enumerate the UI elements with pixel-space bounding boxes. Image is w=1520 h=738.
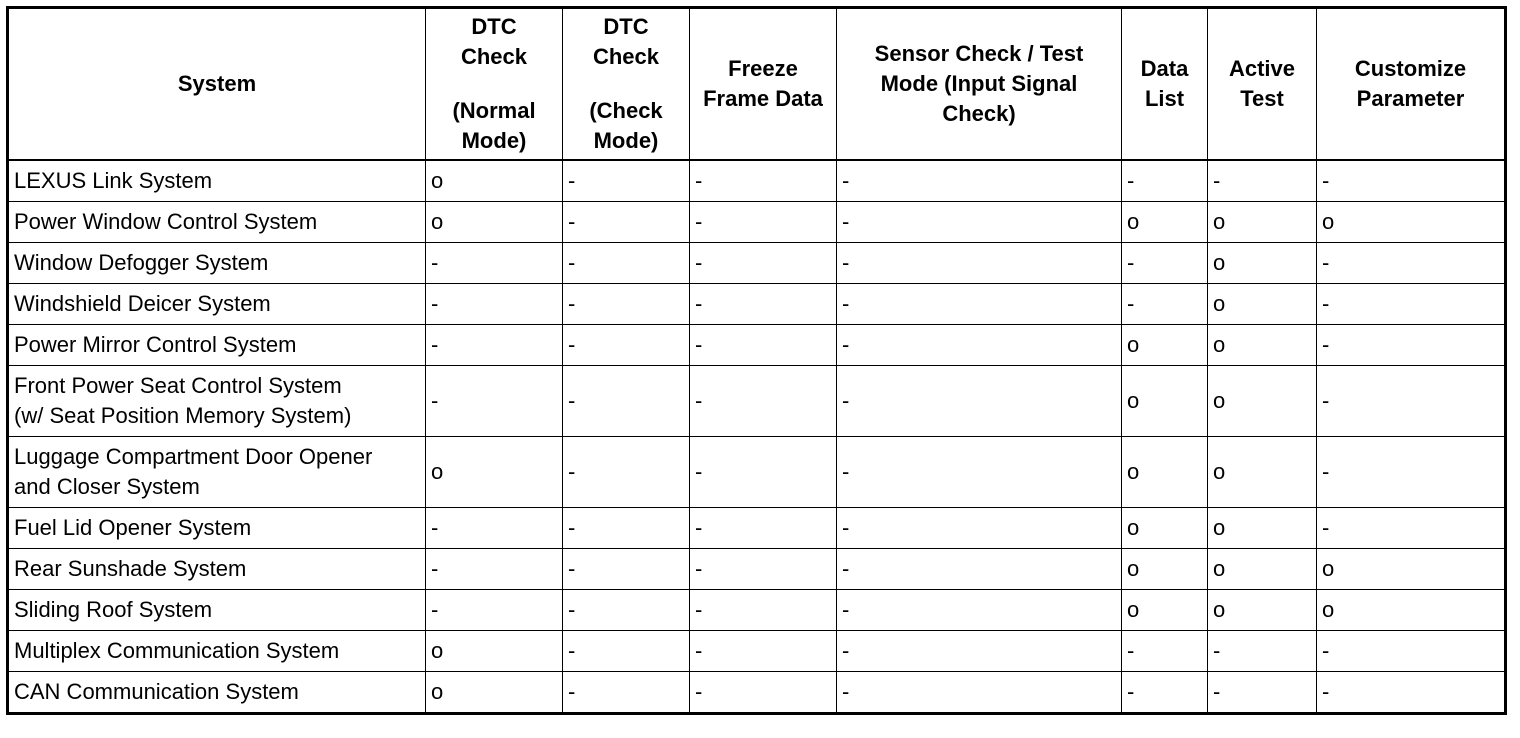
header-system-label: System	[177, 71, 257, 96]
header-text: Test	[1240, 86, 1284, 111]
header-text: Freeze	[728, 56, 798, 81]
freeze-frame-cell: -	[690, 508, 837, 549]
customize-cell: -	[1317, 631, 1506, 672]
dtc-normal-cell: o	[426, 202, 563, 243]
sensor-check-cell: -	[837, 325, 1122, 366]
table-row	[8, 366, 1506, 437]
dtc-check-cell: -	[563, 366, 690, 437]
header-text: Check)	[942, 101, 1016, 126]
customize-cell: -	[1317, 160, 1506, 202]
sensor-check-cell: -	[837, 160, 1122, 202]
data-list-cell: o	[1122, 202, 1208, 243]
dtc-check-cell: -	[563, 202, 690, 243]
header-text: (Check	[589, 98, 663, 123]
dtc-check-cell: -	[563, 437, 690, 508]
dtc-check-cell: -	[563, 243, 690, 284]
table-row	[8, 160, 1506, 202]
dtc-normal-cell: o	[426, 631, 563, 672]
table-row	[8, 284, 1506, 325]
dtc-check-cell: -	[563, 631, 690, 672]
table-row	[8, 590, 1506, 631]
system-cell	[8, 284, 426, 325]
active-test-cell: -	[1208, 160, 1317, 202]
header-text: (Normal	[452, 98, 536, 123]
sensor-check-cell: -	[837, 437, 1122, 508]
table-row	[8, 672, 1506, 714]
customize-cell: -	[1317, 508, 1506, 549]
header-text: Parameter	[1356, 86, 1465, 111]
customize-cell: -	[1317, 672, 1506, 714]
freeze-frame-cell: -	[690, 672, 837, 714]
dtc-check-cell: -	[563, 590, 690, 631]
active-test-cell: o	[1208, 243, 1317, 284]
freeze-frame-cell: -	[690, 284, 837, 325]
active-test-cell: o	[1208, 508, 1317, 549]
dtc-normal-cell: -	[426, 508, 563, 549]
system-cell	[8, 366, 426, 437]
header-dtc-check-normal-mode	[426, 8, 563, 161]
system-name: LEXUS Link System	[14, 168, 213, 193]
data-list-cell: o	[1122, 437, 1208, 508]
data-list-cell: o	[1122, 590, 1208, 631]
table-row	[8, 631, 1506, 672]
table-row	[8, 325, 1506, 366]
data-list-cell: -	[1122, 631, 1208, 672]
header-text: Data	[1140, 56, 1189, 81]
active-test-cell: o	[1208, 549, 1317, 590]
system-name: Front Power Seat Control System	[14, 373, 342, 398]
active-test-cell: o	[1208, 590, 1317, 631]
header-customize-parameter	[1317, 8, 1506, 161]
freeze-frame-cell: -	[690, 202, 837, 243]
customize-cell: o	[1317, 590, 1506, 631]
dtc-normal-cell: o	[426, 672, 563, 714]
data-list-cell: o	[1122, 325, 1208, 366]
customize-cell: o	[1317, 202, 1506, 243]
dtc-normal-cell: o	[426, 437, 563, 508]
diagnosis-function-table	[6, 6, 1507, 715]
system-cell	[8, 202, 426, 243]
dtc-normal-cell: -	[426, 284, 563, 325]
system-name: (w/ Seat Position Memory System)	[14, 403, 352, 428]
freeze-frame-cell: -	[690, 437, 837, 508]
data-list-cell: -	[1122, 284, 1208, 325]
freeze-frame-cell: -	[690, 160, 837, 202]
table-row	[8, 243, 1506, 284]
active-test-cell: -	[1208, 672, 1317, 714]
active-test-cell: o	[1208, 202, 1317, 243]
sensor-check-cell: -	[837, 508, 1122, 549]
header-sensor-check-test-mode	[837, 8, 1122, 161]
header-text: DTC	[603, 14, 649, 39]
dtc-check-cell: -	[563, 549, 690, 590]
table-row	[8, 437, 1506, 508]
sensor-check-cell: -	[837, 243, 1122, 284]
system-cell	[8, 590, 426, 631]
system-name: Fuel Lid Opener System	[14, 515, 252, 540]
header-active-test	[1208, 8, 1317, 161]
dtc-check-cell: -	[563, 325, 690, 366]
system-cell	[8, 325, 426, 366]
system-name: Rear Sunshade System	[14, 556, 247, 581]
active-test-cell: o	[1208, 366, 1317, 437]
sensor-check-cell: -	[837, 631, 1122, 672]
table-row	[8, 202, 1506, 243]
customize-cell: -	[1317, 325, 1506, 366]
system-cell	[8, 243, 426, 284]
system-name: Windshield Deicer System	[14, 291, 271, 316]
system-name: Luggage Compartment Door Opener	[14, 444, 373, 469]
customize-cell: -	[1317, 437, 1506, 508]
freeze-frame-cell: -	[690, 590, 837, 631]
data-list-cell: o	[1122, 508, 1208, 549]
data-list-cell: o	[1122, 549, 1208, 590]
sensor-check-cell: -	[837, 366, 1122, 437]
header-text: List	[1144, 86, 1185, 111]
table-row	[8, 549, 1506, 590]
header-text: Customize	[1354, 56, 1467, 81]
system-name: Sliding Roof System	[14, 597, 213, 622]
header-text: Mode)	[593, 128, 659, 153]
active-test-cell: o	[1208, 284, 1317, 325]
sensor-check-cell: -	[837, 284, 1122, 325]
header-row	[8, 8, 1506, 161]
system-name: Power Window Control System	[14, 209, 318, 234]
header-system	[8, 8, 426, 161]
freeze-frame-cell: -	[690, 325, 837, 366]
freeze-frame-cell: -	[690, 549, 837, 590]
dtc-normal-cell: -	[426, 325, 563, 366]
dtc-normal-cell: -	[426, 243, 563, 284]
dtc-normal-cell: o	[426, 160, 563, 202]
system-name: Window Defogger System	[14, 250, 269, 275]
system-name: Multiplex Communication System	[14, 638, 340, 663]
system-name: Power Mirror Control System	[14, 332, 297, 357]
freeze-frame-cell: -	[690, 366, 837, 437]
system-cell	[8, 631, 426, 672]
data-list-cell: -	[1122, 160, 1208, 202]
header-text: Active	[1228, 56, 1296, 81]
header-dtc-check-check-mode	[563, 8, 690, 161]
dtc-normal-cell: -	[426, 549, 563, 590]
system-cell	[8, 672, 426, 714]
sensor-check-cell: -	[837, 590, 1122, 631]
dtc-check-cell: -	[563, 160, 690, 202]
data-list-cell: -	[1122, 243, 1208, 284]
header-text: Mode (Input Signal	[880, 71, 1078, 96]
customize-cell: -	[1317, 284, 1506, 325]
header-text: Frame Data	[703, 86, 823, 111]
dtc-normal-cell: -	[426, 590, 563, 631]
freeze-frame-cell: -	[690, 243, 837, 284]
customize-cell: -	[1317, 366, 1506, 437]
system-cell	[8, 549, 426, 590]
header-freeze-frame-data	[690, 8, 837, 161]
data-list-cell: o	[1122, 366, 1208, 437]
header-text: Check	[460, 44, 528, 69]
customize-cell: o	[1317, 549, 1506, 590]
system-cell	[8, 160, 426, 202]
dtc-check-cell: -	[563, 508, 690, 549]
dtc-normal-cell: -	[426, 366, 563, 437]
active-test-cell: -	[1208, 631, 1317, 672]
header-text: DTC	[471, 14, 517, 39]
active-test-cell: o	[1208, 437, 1317, 508]
sensor-check-cell: -	[837, 549, 1122, 590]
dtc-check-cell: -	[563, 284, 690, 325]
header-data-list	[1122, 8, 1208, 161]
data-list-cell: -	[1122, 672, 1208, 714]
active-test-cell: o	[1208, 325, 1317, 366]
sensor-check-cell: -	[837, 672, 1122, 714]
freeze-frame-cell: -	[690, 631, 837, 672]
header-text: Check	[592, 44, 660, 69]
header-text: Sensor Check / Test	[874, 41, 1084, 66]
system-name: CAN Communication System	[14, 679, 299, 704]
dtc-check-cell: -	[563, 672, 690, 714]
system-name: and Closer System	[14, 474, 200, 499]
header-text: Mode)	[461, 128, 527, 153]
system-cell	[8, 437, 426, 508]
system-cell	[8, 508, 426, 549]
sensor-check-cell: -	[837, 202, 1122, 243]
customize-cell: -	[1317, 243, 1506, 284]
table-row	[8, 508, 1506, 549]
